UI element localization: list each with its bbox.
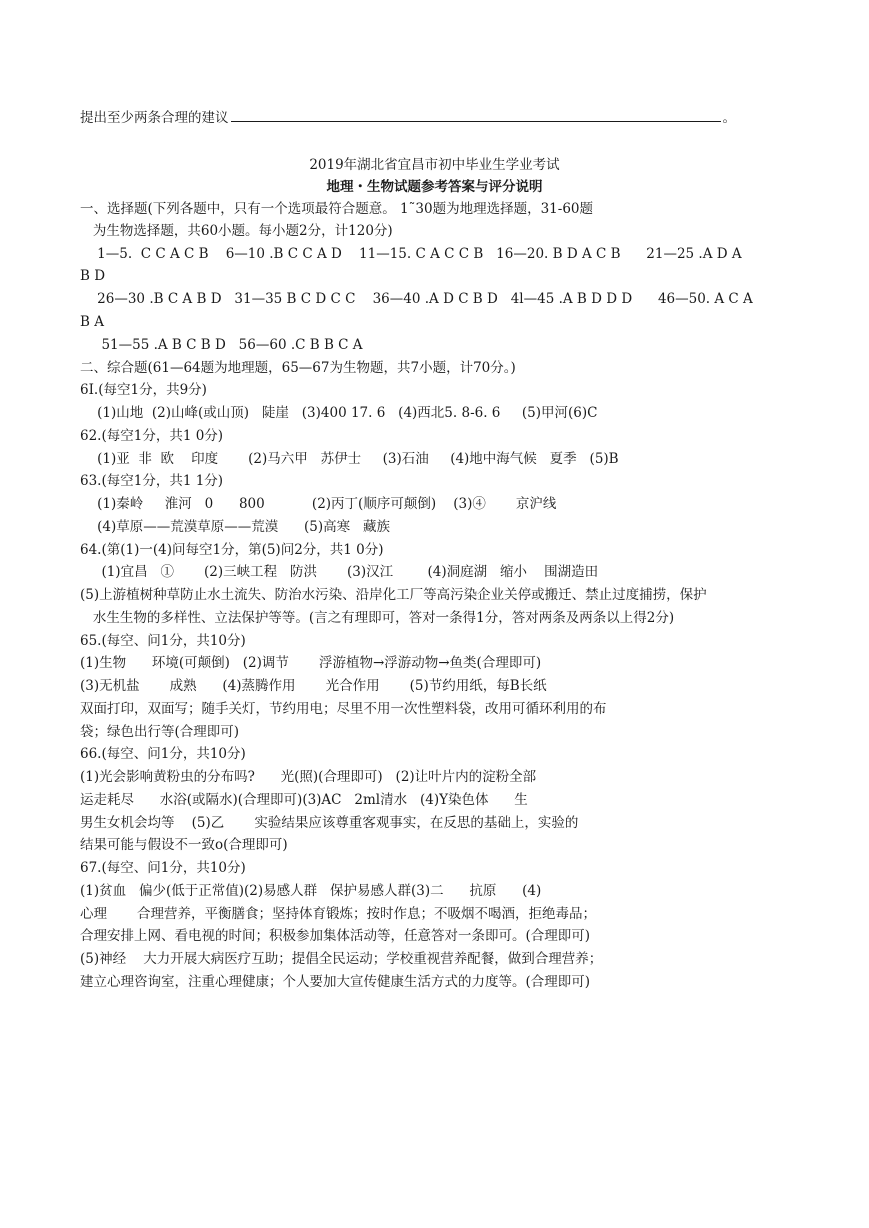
- text-line: 男生女机会均等 (5)乙 实验结果应该尊重客观事实，在反思的基础上，实验的: [80, 815, 579, 831]
- text-line: (1)亚 非 欧 印度 (2)马六甲 苏伊士 (3)石油 (4)地中海气候 夏季 (5)B: [80, 451, 619, 467]
- top-prompt-text: 提出至少两条合理的建议: [80, 110, 229, 126]
- text-line: 63.(每空1分，共1 1分): [80, 473, 224, 489]
- text-line: 运走耗尽 水浴(或隔水)(合理即可)(3)AC 2ml清水 (4)Y染色体 生: [80, 792, 528, 808]
- text-line: 结果可能与假设不一致o(合理即可): [80, 837, 288, 853]
- text-line: (3)无机盐 成熟 (4)蒸腾作用 光合作用 (5)节约用纸，每B长纸: [80, 678, 547, 694]
- text-line: (4)草原——荒漠草原——荒漠 (5)高寒 藏族: [80, 519, 391, 535]
- text-line: 1—5. C C A C B 6—10 .B C C A D 11—15. C A C C B 16—20. B D A C B 21—25 .A D A: [80, 246, 742, 262]
- text-line: (1)光会影响黄粉虫的分布吗? 光(照)(合理即可) (2)让叶片内的淀粉全部: [80, 769, 537, 785]
- text-line: 建立心理咨询室，注重心理健康；个人要加大宣传健康生活方式的力度等。(合理即可): [80, 974, 591, 990]
- text-line: 心理 合理营养，平衡膳食；坚持体育锻炼；按时作息；不吸烟不喝酒，拒绝毒品；: [80, 906, 597, 922]
- text-line: (1)宜昌 ① (2)三峡工程 防洪 (3)汉江 (4)洞庭湖 缩小 围湖造田: [80, 564, 599, 580]
- text-line: 26—30 .B C A B D 31—35 B C D C C 36—40 .A D C B D 4l—45 .A B D D D 46—50. A C A: [80, 291, 753, 307]
- text-line: 为生物选择题，共60小题。每小题2分，计120分): [80, 223, 393, 239]
- text-line: 51—55 .A B C B D 56—60 .C B B C A: [80, 337, 363, 353]
- text-line: (5)神经 大力开展大病医疗互助；提倡全民运动；学校重视营养配餐，做到合理营养；: [80, 951, 603, 967]
- text-line: 6I.(每空1分，共9分): [80, 382, 207, 398]
- text-line: B A: [80, 314, 104, 330]
- text-line: (5)上游植树种草防止水土流失、防治水污染、沿岸化工厂等高污染企业关停或搬迁、禁止过度捕捞，保护: [80, 587, 707, 603]
- text-line: 双面打印，双面写；随手关灯，节约用电；尽里不用一次性塑料袋，改用可循环利用的布: [80, 701, 607, 717]
- text-line: (1)贫血 偏少(低于正常值)(2)易感人群 保护易感人群(3)二 抗原 (4): [80, 883, 542, 899]
- text-line: 62.(每空1分，共1 0分): [80, 428, 224, 444]
- text-line: 袋；绿色出行等(合理即可): [80, 724, 240, 740]
- text-line: B D: [80, 268, 106, 284]
- answer-key-title: 地理・生物试题参考答案与评分说明: [326, 179, 543, 195]
- exam-title: 2019年湖北省宜昌市初中毕业生学业考试: [309, 157, 560, 173]
- text-line: 水生生物的多样性、立法保护等等。(言之有理即可，答对一条得1分，答对两条及两条以上得2分): [80, 610, 675, 626]
- text-line: 合理安排上网、看电视的时间；积极参加集体活动等，任意答对一条即可。(合理即可): [80, 928, 591, 944]
- text-line: 65.(每空、问1分，共10分): [80, 633, 246, 649]
- text-line: 67.(每空、问1分，共10分): [80, 860, 246, 876]
- top-prompt: [80, 108, 736, 127]
- text-line: 一、选择题(下列各题中，只有一个选项最符合题意。 1˜30题为地理选择题，31-60题: [80, 201, 593, 217]
- top-prompt-end: 。: [722, 110, 736, 126]
- answer-blank: [231, 108, 721, 122]
- text-line: (1)秦岭 淮河 0 800 (2)丙丁(顺序可颠倒) (3)④ 京沪线: [80, 496, 557, 512]
- text-line: 64.(第(1)一(4)问每空1分，第(5)问2分，共1 0分): [80, 542, 384, 558]
- text-line: (1)生物 环境(可颠倒) (2)调节 浮游植物→浮游动物→鱼类(合理即可): [80, 655, 542, 671]
- text-line: 66.(每空、问1分，共10分): [80, 746, 246, 762]
- text-line: 二、综合题(61—64题为地理题，65—67为生物题，共7小题，计70分。): [80, 360, 516, 376]
- text-line: (1)山地 (2)山峰(或山顶) 陡崖 (3)400 17. 6 (4)西北5. 8-6. 6 (5)甲河(6)C: [80, 405, 598, 421]
